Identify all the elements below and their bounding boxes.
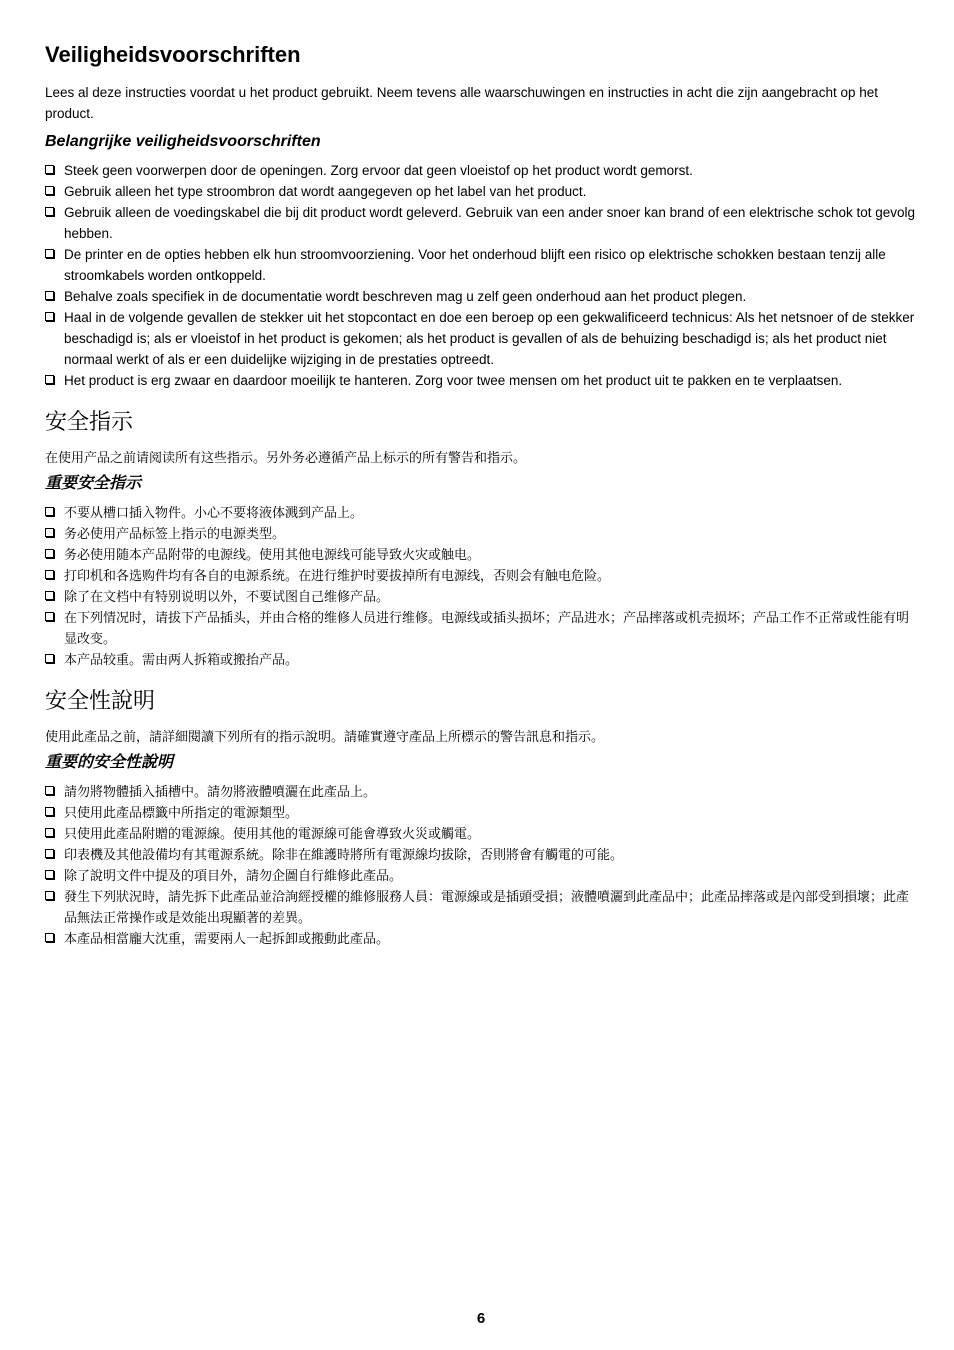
list-item-text: 本產品相當龐大沈重，需要兩人一起拆卸或搬動此產品。 bbox=[64, 931, 390, 946]
list-item bbox=[45, 823, 917, 844]
list-item bbox=[45, 544, 917, 565]
checkbox-bullet-icon bbox=[45, 375, 54, 384]
list-item bbox=[45, 928, 917, 949]
section-intro: 在使用产品之前请阅读所有这些指示。另外务必遵循产品上标示的所有警告和指示。 bbox=[45, 450, 527, 465]
checkbox-bullet-icon bbox=[45, 591, 54, 600]
checkbox-bullet-icon bbox=[45, 933, 54, 942]
list-item-text: Gebruik alleen het type stroombron dat wordt aangegeven op het label van het product. bbox=[64, 184, 587, 199]
checkbox-bullet-icon bbox=[45, 828, 54, 837]
safety-list bbox=[45, 160, 917, 391]
checkbox-bullet-icon bbox=[45, 249, 54, 258]
checkbox-bullet-icon bbox=[45, 870, 54, 879]
list-item-text: 請勿將物體插入插槽中。請勿將液體噴灑在此產品上。 bbox=[64, 784, 377, 799]
list-item bbox=[45, 202, 917, 244]
list-item bbox=[45, 286, 917, 307]
list-item bbox=[45, 244, 917, 286]
checkbox-bullet-icon bbox=[45, 186, 54, 195]
list-item bbox=[45, 886, 917, 928]
list-item-text: 务必使用随本产品附带的电源线。使用其他电源线可能导致火灾或触电。 bbox=[64, 547, 481, 562]
page-number: 6 bbox=[476, 1310, 486, 1327]
section-subtitle: 重要安全指示 bbox=[45, 475, 142, 492]
list-item-text: 不要从槽口插入物件。小心不要将液体溅到产品上。 bbox=[64, 505, 364, 520]
list-item-text: Steek geen voorwerpen door de openingen. Zorg ervoor dat geen vloeistof op het product wordt gemorst. bbox=[64, 163, 693, 178]
list-item bbox=[45, 865, 917, 886]
checkbox-bullet-icon bbox=[45, 612, 54, 621]
list-item-text: 除了說明文件中提及的項目外，請勿企圖自行維修此產品。 bbox=[64, 868, 403, 883]
checkbox-bullet-icon bbox=[45, 891, 54, 900]
list-item bbox=[45, 844, 917, 865]
list-item-text: 印表機及其他設備均有其電源系統。除非在維護時將所有電源線均拔除，否則將會有觸電的可能。 bbox=[64, 847, 624, 862]
section-title: 安全性說明 bbox=[45, 688, 156, 713]
list-item-text: 打印机和各选购件均有各自的电源系统。在进行维护时要拔掉所有电源线，否则会有触电危险。 bbox=[64, 568, 611, 583]
list-item bbox=[45, 307, 917, 370]
list-item-text: 除了在文档中有特别说明以外，不要试图自己维修产品。 bbox=[64, 589, 390, 604]
list-item-text: Het product is erg zwaar en daardoor moeilijk te hanteren. Zorg voor twee mensen om het product uit te pakken en te verplaatsen. bbox=[64, 373, 843, 388]
checkbox-bullet-icon bbox=[45, 654, 54, 663]
checkbox-bullet-icon bbox=[45, 507, 54, 516]
checkbox-bullet-icon bbox=[45, 528, 54, 537]
section-dutch bbox=[45, 40, 917, 391]
checkbox-bullet-icon bbox=[45, 207, 54, 216]
list-item-text: 只使用此產品附贈的電源線。使用其他的電源線可能會導致火災或觸電。 bbox=[64, 826, 481, 841]
checkbox-bullet-icon bbox=[45, 570, 54, 579]
list-item-text: 發生下列狀況時，請先拆下此產品並洽詢經授權的維修服務人員：電源線或是插頭受損；液體噴灑到此產品中；此產品摔落或是內部受到損壞；此產品無法正常操作或是效能出現顯著的差異。 bbox=[64, 889, 910, 925]
checkbox-bullet-icon bbox=[45, 849, 54, 858]
list-item-text: Behalve zoals specifiek in de documentatie wordt beschreven mag u zelf geen onderhoud aan het product plegen. bbox=[64, 289, 747, 304]
section-intro: Lees al deze instructies voordat u het product gebruikt. Neem tevens alle waarschuwingen en instructies in acht die zijn aangebracht op het product. bbox=[45, 85, 878, 121]
list-item bbox=[45, 502, 917, 523]
list-item bbox=[45, 802, 917, 823]
section-title: Veiligheidsvoorschriften bbox=[45, 42, 301, 67]
list-item-text: De printer en de opties hebben elk hun stroomvoorziening. Voor het onderhoud blijft een risico op elektrische schokken bestaan tenzij alle stroomkabels worden ontkoppeld. bbox=[64, 247, 886, 283]
checkbox-bullet-icon bbox=[45, 165, 54, 174]
list-item-text: 在下列情况时，请拔下产品插头，并由合格的维修人员进行维修。电源线或插头损坏；产品进水；产品摔落或机壳损坏；产品工作不正常或性能有明显改变。 bbox=[64, 610, 910, 646]
list-item bbox=[45, 565, 917, 586]
checkbox-bullet-icon bbox=[45, 786, 54, 795]
list-item bbox=[45, 586, 917, 607]
list-item bbox=[45, 781, 917, 802]
list-item-text: Haal in de volgende gevallen de stekker uit het stopcontact en doe een beroep op een gekwalificeerd technicus: Als het netsnoer of de stekker beschadigd is; als er vloeistof in het product is gekomen; als het product is gevallen of als de behuizing beschadigd is; als het product niet normaal werkt of als er een duidelijke wijziging in de prestaties optreedt. bbox=[64, 310, 915, 367]
section-simplified-chinese bbox=[45, 407, 917, 670]
list-item-text: Gebruik alleen de voedingskabel die bij dit product wordt geleverd. Gebruik van een ander snoer kan brand of een elektrische schok tot gevolg hebben. bbox=[64, 205, 916, 241]
list-item-text: 本产品较重。需由两人拆箱或搬抬产品。 bbox=[64, 652, 299, 667]
list-item bbox=[45, 607, 917, 649]
section-traditional-chinese bbox=[45, 686, 917, 949]
section-subtitle: 重要的安全性說明 bbox=[45, 754, 174, 771]
safety-list bbox=[45, 781, 917, 949]
list-item-text: 务必使用产品标签上指示的电源类型。 bbox=[64, 526, 286, 541]
checkbox-bullet-icon bbox=[45, 549, 54, 558]
section-title: 安全指示 bbox=[45, 409, 134, 434]
section-intro: 使用此產品之前，請詳細閱讀下列所有的指示說明。請確實遵守產品上所標示的警告訊息和指示。 bbox=[45, 729, 605, 744]
checkbox-bullet-icon bbox=[45, 807, 54, 816]
document-page bbox=[45, 40, 917, 949]
list-item bbox=[45, 181, 917, 202]
section-subtitle: Belangrijke veiligheidsvoorschriften bbox=[45, 133, 321, 150]
safety-list bbox=[45, 502, 917, 670]
list-item-text: 只使用此產品標籤中所指定的電源類型。 bbox=[64, 805, 299, 820]
list-item bbox=[45, 523, 917, 544]
checkbox-bullet-icon bbox=[45, 312, 54, 321]
list-item bbox=[45, 160, 917, 181]
list-item bbox=[45, 649, 917, 670]
list-item bbox=[45, 370, 917, 391]
checkbox-bullet-icon bbox=[45, 291, 54, 300]
